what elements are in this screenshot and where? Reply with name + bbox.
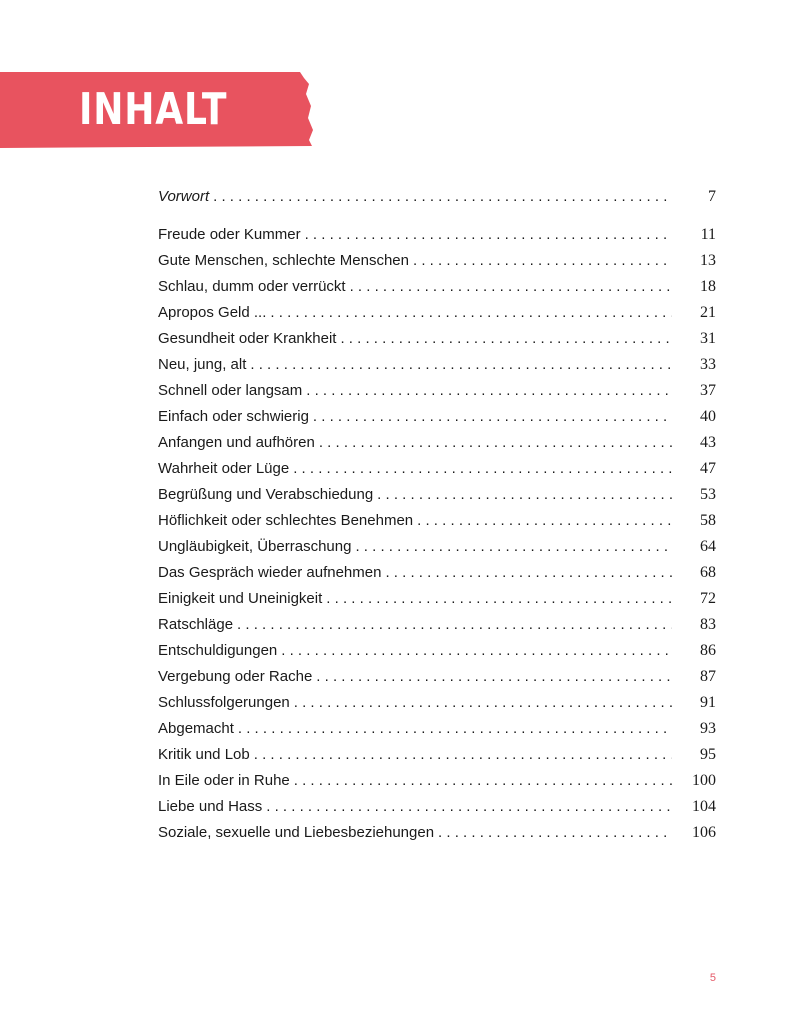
toc-entry (158, 586, 716, 612)
toc-entry-title: Einigkeit und Uneinigkeit (158, 590, 323, 607)
toc-entry (158, 222, 716, 248)
table-of-contents (158, 184, 716, 846)
toc-entry-page: 72 (700, 590, 716, 607)
toc-entry-page: 31 (700, 330, 716, 347)
dot-leader (313, 404, 672, 430)
toc-entry-title: Vergebung oder Rache (158, 668, 313, 685)
toc-entry-title: Anfangen und aufhören (158, 434, 315, 451)
dot-leader (326, 586, 672, 612)
toc-entry (158, 534, 716, 560)
dot-leader (316, 664, 672, 690)
toc-entry-title: Kritik und Lob (158, 746, 250, 763)
toc-entry (158, 274, 716, 300)
toc-entry-title: Abgemacht (158, 720, 234, 737)
toc-entry-title: Das Gespräch wieder aufnehmen (158, 564, 382, 581)
title-banner (0, 72, 318, 148)
toc-entry (158, 560, 716, 586)
toc-entry-page: 83 (700, 616, 716, 633)
toc-entry-page: 100 (692, 772, 716, 789)
dot-leader (270, 300, 672, 326)
toc-entry-title: Ratschläge (158, 616, 234, 633)
toc-entry-title: Neu, jung, alt (158, 356, 247, 373)
toc-entry-page: 37 (700, 382, 716, 399)
toc-entry (158, 352, 716, 378)
toc-entry (158, 482, 716, 508)
toc-entry-title: Wahrheit oder Lüge (158, 460, 290, 477)
toc-entry-page: 18 (700, 278, 716, 295)
toc-entry (158, 326, 716, 352)
dot-leader (305, 222, 672, 248)
toc-entry (158, 456, 716, 482)
toc-entry (158, 664, 716, 690)
toc-entry-page: 64 (700, 538, 716, 555)
toc-entry-title: Höflichkeit oder schlechtes Benehmen (158, 512, 414, 529)
toc-entry-title: Schnell oder langsam (158, 382, 303, 399)
dot-leader (237, 612, 672, 638)
toc-entry-page: 68 (700, 564, 716, 581)
dot-leader (266, 794, 672, 820)
toc-entry-title: In Eile oder in Ruhe (158, 772, 290, 789)
toc-entry-page: 93 (700, 720, 716, 737)
toc-entry-page: 91 (700, 694, 716, 711)
dot-leader (340, 326, 672, 352)
toc-entry-page: 47 (700, 460, 716, 477)
dot-leader (350, 274, 672, 300)
dot-leader (413, 248, 672, 274)
toc-entry-title: Ungläubigkeit, Überraschung (158, 538, 352, 555)
toc-entry (158, 378, 716, 404)
toc-entry-title: Begrüßung und Verabschiedung (158, 486, 374, 503)
toc-entry-title: Vorwort (158, 188, 210, 205)
page-number: 5 (709, 972, 716, 984)
toc-entry-page: 33 (700, 356, 716, 373)
toc-entry (158, 508, 716, 534)
toc-entry-page: 40 (700, 408, 716, 425)
toc-entry (158, 612, 716, 638)
dot-leader (281, 638, 672, 664)
dot-leader (355, 534, 672, 560)
dot-leader (319, 430, 672, 456)
page-title: INHALT (79, 84, 228, 135)
toc-entry (158, 794, 716, 820)
toc-entry-page: 21 (700, 304, 716, 321)
toc-entry (158, 430, 716, 456)
toc-entry-page: 104 (692, 798, 716, 815)
toc-entry-page: 87 (700, 668, 716, 685)
toc-entry (158, 820, 716, 846)
dot-leader (254, 742, 672, 768)
dot-leader (250, 352, 672, 378)
toc-entry (158, 300, 716, 326)
toc-entry (158, 184, 716, 210)
toc-entry-title: Liebe und Hass (158, 798, 263, 815)
toc-entry-page: 11 (700, 226, 716, 243)
toc-entry-title: Schlau, dumm oder verrückt (158, 278, 346, 295)
dot-leader (293, 456, 672, 482)
toc-entry-title: Schlussfolgerungen (158, 694, 290, 711)
toc-entry-page: 95 (700, 746, 716, 763)
toc-entry-title: Einfach oder schwierig (158, 408, 309, 425)
dot-leader (377, 482, 672, 508)
toc-entry-page: 58 (700, 512, 716, 529)
dot-leader (417, 508, 672, 534)
dot-leader (385, 560, 672, 586)
toc-entry (158, 248, 716, 274)
dot-leader (294, 768, 672, 794)
toc-entry (158, 690, 716, 716)
dot-leader (294, 690, 672, 716)
toc-entry-page: 53 (700, 486, 716, 503)
toc-entry (158, 404, 716, 430)
toc-entry-page: 7 (708, 188, 716, 205)
toc-entry-page: 43 (700, 434, 716, 451)
toc-entry-title: Freude oder Kummer (158, 226, 301, 243)
dot-leader (306, 378, 672, 404)
toc-entry-title: Gute Menschen, schlechte Menschen (158, 252, 409, 269)
toc-entry-page: 86 (700, 642, 716, 659)
dot-leader (438, 820, 672, 846)
toc-entry (158, 768, 716, 794)
dot-leader (238, 716, 672, 742)
dot-leader (213, 184, 672, 210)
toc-entry-title: Soziale, sexuelle und Liebesbeziehungen (158, 824, 435, 841)
toc-entry (158, 638, 716, 664)
toc-entry-title: Gesundheit oder Krankheit (158, 330, 337, 347)
toc-entry (158, 742, 716, 768)
toc-entry-page: 13 (700, 252, 716, 269)
toc-entry-page: 106 (692, 824, 716, 841)
toc-entry (158, 716, 716, 742)
toc-entry-title: Entschuldigungen (158, 642, 278, 659)
toc-entry-title: Apropos Geld ... (158, 304, 267, 321)
